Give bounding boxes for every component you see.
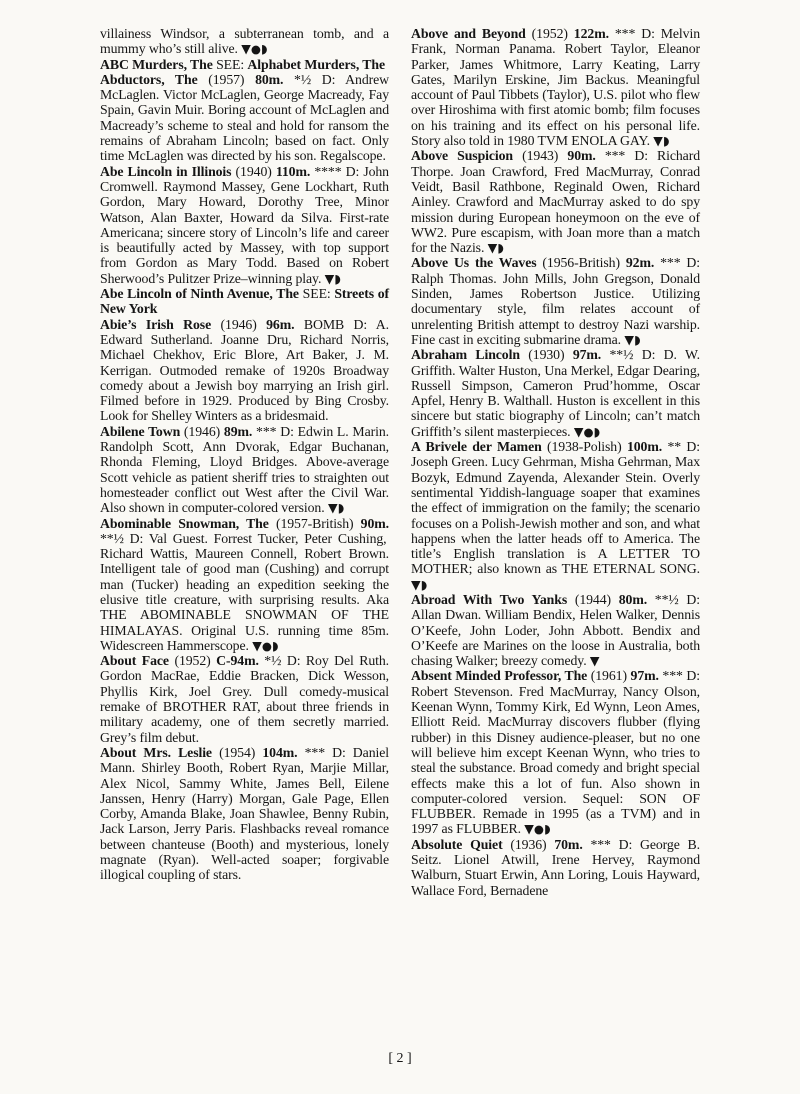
laserdisc-icon: ● (533, 822, 544, 837)
dvd-icon: ◗ (543, 821, 551, 837)
movie-entry (411, 668, 700, 836)
movie-runtime: C-94m. (216, 653, 259, 669)
movie-review-text: D: Andrew McLaglen. Victor McLaglen, George Macready, Fay Spain, Gavin Muir. Boring account of McLaglen and Macready’s scheme to steal and hold for ransom the remains of Abraham Lincoln; based on fact. Only time McLaglen was directed by his son. Regalscope. (100, 71, 390, 164)
movie-review-text: D: D. W. Griffith. Walter Huston, Una Merkel, Edgar Dearing, Russell Simpson, Cameron Prud’homme, Oscar Apfel, Henry B. Walthall. Huston is excellent in this sincere but static biography of Lincoln; can’t match Griffith’s silent masterpieces. (411, 347, 700, 439)
movie-rating: *½ (258, 653, 287, 669)
format-icons (653, 133, 669, 148)
movie-runtime: 80m. (255, 71, 284, 87)
movie-rating: **½ (601, 347, 642, 363)
dvd-icon: ◗ (260, 41, 268, 57)
movie-title: Abie’s Irish Rose (100, 316, 212, 332)
movie-rating: *** (582, 836, 619, 852)
laserdisc-icon: ● (583, 424, 594, 439)
movie-year: (1961) (587, 668, 631, 684)
movie-title: Abraham Lincoln (411, 347, 520, 363)
movie-entry (411, 26, 700, 148)
videocassette-icon: ▼ (327, 500, 338, 516)
videocassette-icon: ▼ (573, 423, 584, 439)
movie-entry (411, 592, 700, 668)
movie-entry (100, 516, 389, 654)
movie-rating: **½ (647, 591, 687, 607)
movie-year: (1938-Polish) (541, 439, 627, 455)
movie-year: (1954) (211, 744, 263, 760)
movie-title: Absent Minded Professor, The (411, 668, 588, 684)
format-icons (590, 653, 600, 668)
movie-rating: **** (310, 163, 346, 179)
movie-rating: BOMB (294, 316, 354, 332)
format-icons (241, 41, 267, 56)
see-target-title: Streets of New York (100, 286, 389, 317)
movie-year: (1936) (502, 836, 555, 852)
laserdisc-icon: ● (261, 638, 272, 653)
movie-rating: *½ (283, 71, 322, 87)
movie-year: (1952) (168, 653, 217, 669)
videocassette-icon: ▼ (252, 637, 262, 653)
movie-title: Abominable Snowman, The (100, 515, 269, 531)
movie-year: (1957) (197, 71, 256, 87)
continued-entry (100, 26, 389, 57)
dvd-icon: ◗ (334, 270, 341, 286)
movie-title: About Face (100, 653, 169, 669)
movie-review-text: D: Allan Dwan. William Bendix, Helen Walker, Dennis O’Keefe, John Loder, John Abbott. Bendix and O’Keefe are Marines on the loose in Australia, both chasing Walker; breezy comedy. (411, 591, 700, 669)
movie-title: Above and Beyond (411, 26, 526, 41)
laserdisc-icon: ● (250, 42, 261, 57)
movie-runtime: 89m. (223, 423, 253, 439)
movie-year: (1946) (211, 316, 267, 332)
movie-runtime: 97m. (630, 668, 659, 684)
movie-entry (411, 255, 700, 347)
movie-year: (1956-British) (536, 255, 626, 271)
dvd-icon: ◗ (633, 331, 641, 347)
dvd-icon: ◗ (337, 500, 345, 516)
movie-title: Abe Lincoln of Ninth Avenue, The (100, 286, 299, 302)
movie-year: (1944) (567, 591, 619, 607)
movie-runtime: 97m. (572, 347, 602, 363)
movie-rating: **½ (100, 530, 130, 546)
movie-runtime: 100m. (626, 439, 663, 455)
movie-rating: *** (658, 668, 687, 684)
format-icons (252, 638, 278, 653)
movie-title: ABC Murders, The (100, 56, 213, 72)
movie-rating: *** (595, 148, 635, 164)
movie-runtime: 110m. (275, 163, 311, 179)
movie-title: A Brivele der Mamen (411, 439, 542, 455)
movie-entry (100, 164, 389, 286)
movie-runtime: 90m. (567, 148, 596, 164)
movie-year: (1940) (231, 163, 276, 179)
movie-review-text: D: Joseph Green. Lucy Gehrman, Misha Gehrman, Max Bozyk, Edmund Zayenda, Alexander Stein. Overly sentimental Yiddish-language soaper that examines the effect of immigration on the family; the scenario focuses on a Polish-Jewish mother and son, and what happens when the latter heads off to America. The title’s English translation is A LETTER TO MOTHER; also known as THE ETERNAL SONG. (411, 439, 700, 577)
movie-review-text: D: Roy Del Ruth. Gordon MacRae, Eddie Bracken, Dick Wesson, Phyllis Kirk, Joel Grey. Dull comedy-musical remake of BROTHER RAT, about three friends in military academy, one of them secretly married. Grey’s film debut. (100, 653, 389, 745)
see-target-title: Alphabet Murders, The (247, 56, 385, 72)
videocassette-icon: ▼ (653, 133, 663, 149)
movie-runtime: 96m. (266, 316, 295, 332)
text-columns (100, 26, 700, 898)
movie-title: Above Suspicion (411, 148, 514, 164)
format-icons (328, 500, 344, 515)
movie-review-text: villainess Windsor, a subterranean tomb, and a mummy who’s still alive. (100, 26, 389, 57)
movie-year: (1946) (180, 423, 224, 439)
movie-title: Abductors, The (100, 71, 198, 87)
movie-review-text: D: Melvin Frank, Norman Panama. Robert Taylor, Eleanor Parker, James Whitmore, Larry Keating, Larry Gates, Marilyn Erskine, Jim Backus. Meaningful account of Paul Tibbets (Taylor), U.S. pilot who flew over Hiroshima with first atomic bomb; film focuses on his training and its effect on his personal life. Story also told in 1980 TVM ENOLA GAY. (411, 26, 700, 149)
cross-reference-entry (100, 57, 389, 72)
videocassette-icon: ▼ (524, 821, 534, 837)
cross-reference-entry (100, 286, 389, 317)
movie-review-text: D: George B. Seitz. Lionel Atwill, Irene Hervey, Raymond Walburn, Stuart Erwin, Ann Loring, Louis Hayward, Wallace Ford, Bernadene (411, 836, 700, 898)
movie-review-text: D: John Cromwell. Raymond Massey, Gene Lockhart, Ruth Gordon, Mary Howard, Dorothy Tree, Minor Watson, Alan Baxter, Howard da Silva. First-rate Americana; sincere story of Lincoln’s life and career is beautifully acted by Massey, with top support from Gordon as Mary Todd. Based on Robert Sherwood’s Pulitzer Prize–winning play. (100, 163, 389, 286)
movie-year: (1952) (525, 26, 574, 41)
movie-title: Above Us the Waves (411, 255, 537, 271)
format-icons (325, 271, 341, 286)
movie-title: Abroad With Two Yanks (411, 591, 568, 607)
movie-rating: *** (252, 423, 281, 439)
movie-runtime: 122m. (573, 26, 609, 41)
format-icons (524, 821, 550, 836)
movie-year: (1943) (513, 148, 568, 164)
movie-runtime: 92m. (625, 255, 655, 271)
movie-rating: *** (654, 255, 687, 271)
format-icons (411, 577, 427, 592)
dvd-icon: ◗ (420, 576, 428, 592)
movie-rating: *** (608, 26, 642, 41)
movie-entry (411, 837, 700, 898)
movie-entry (100, 72, 389, 164)
movie-title: Abe Lincoln in Illinois (100, 163, 232, 179)
movie-runtime: 90m. (360, 515, 389, 531)
movie-year: (1930) (519, 347, 573, 363)
videocassette-icon: ▼ (487, 240, 498, 256)
videocassette-icon: ▼ (624, 331, 634, 347)
page-number: [ 2 ] (388, 1051, 412, 1066)
column-right (411, 26, 700, 898)
format-icons (624, 332, 640, 347)
movie-review-text: D: Richard Thorpe. Joan Crawford, Fred MacMurray, Conrad Veidt, Basil Rathbone, Reginald Owen, Richard Ainley. Crawford and MacMurray asked to do spy mission during European honeymoon on the eve of WW2. Pure escapism, with Joan more than a match for the Nazis. (411, 148, 700, 256)
movie-entry (411, 347, 700, 439)
movie-runtime: 80m. (618, 591, 648, 607)
movie-review-text: D: Daniel Mann. Shirley Booth, Robert Ryan, Marjie Millar, Alex Nicol, Sammy White, James Bell, Eilene Janssen, Henry (Harry) Morgan, Gale Page, Ellen Corby, Amanda Blake, Joan Shawlee, Benny Rubin, Jack Larson, Jerry Paris. Flashbacks reveal romance between chanteuse (Booth) and mysterious, lonely magnate (Ryan). Well-acted soaper; forgivable illogical coupling of stars. (100, 744, 389, 883)
videocassette-icon: ▼ (589, 653, 600, 669)
movie-entry (100, 653, 389, 745)
movie-title: Absolute Quiet (411, 836, 503, 852)
format-icons (574, 424, 600, 439)
videocassette-icon: ▼ (324, 270, 335, 286)
movie-review-text: D: Ralph Thomas. John Mills, John Gregson, Donald Sinden, James Robertson Justice. Utilizing documentary style, film relates account of unrelenting British attempt to destroy Nazi warship. Fine cast in exciting submarine drama. (411, 255, 700, 347)
movie-entry (411, 148, 700, 255)
dvd-icon: ◗ (497, 240, 504, 256)
videocassette-icon: ▼ (241, 41, 251, 57)
movie-year: (1957-British) (268, 515, 361, 531)
movie-entry (100, 745, 389, 883)
movie-review-text: D: Robert Stevenson. Fred MacMurray, Nancy Olson, Keenan Wynn, Tommy Kirk, Ed Wynn, Leon Ames, Elliott Reid. MacMurray discovers flubber (flying rubber) in this Disney audience-pleaser, but no one will believe him except Keenan Wynn, who tries to steal the substance. Broad comedy and bright special effects make this a lot of fun. Also shown in computer-colored version. Sequel: SON OF FLUBBER. Remade in 1995 (as a TVM) and in 1997 as FLUBBER. (411, 668, 700, 837)
dvd-icon: ◗ (662, 133, 670, 149)
column-left (100, 26, 389, 898)
movie-runtime: 70m. (554, 836, 583, 852)
see-label: SEE: (298, 286, 335, 302)
movie-entry (411, 439, 700, 592)
movie-runtime: 104m. (262, 744, 298, 760)
movie-review-text: D: Edwin L. Marin. Randolph Scott, Ann Dvorak, Edgar Buchanan, Rhonda Fleming, Lloyd Bridges. Above-average Scott vehicle as patient sheriff tries to straighten out homesteader conflict out West after the Civil War. Also shown in computer-colored version. (100, 423, 389, 516)
movie-title: About Mrs. Leslie (100, 744, 212, 760)
dvd-icon: ◗ (271, 637, 279, 653)
movie-rating: ** (662, 439, 687, 455)
see-label: SEE: (212, 56, 248, 72)
movie-rating: *** (297, 744, 333, 760)
movie-review-text: D: Val Guest. Forrest Tucker, Peter Cushing, Richard Wattis, Maureen Connell, Robert Brown. Intelligent tale of good man (Cushing) and corrupt man (Tucker) heading an expedition seeking the elusive title creature, with surprising results. Aka THE ABOMINABLE SNOWMAN OF THE HIMALAYAS. Original U.S. running time 85m. Widescreen Hammerscope. (100, 530, 389, 653)
dvd-icon: ◗ (593, 423, 601, 439)
movie-review-text: D: A. Edward Sutherland. Joanne Dru, Richard Norris, Michael Chekhov, Eric Blore, Art Baker, J. M. Kerrigan. Outmoded remake of 1920s Broadway comedy about a Jewish boy marrying an Irish girl. Filmed before in 1929. Produced by Bing Crosby. Look for Shelley Winters as a bridesmaid. (100, 316, 390, 424)
movie-entry (100, 424, 389, 516)
movie-title: Abilene Town (100, 423, 181, 439)
format-icons (488, 240, 504, 255)
videocassette-icon: ▼ (411, 576, 421, 592)
movie-entry (100, 317, 389, 424)
